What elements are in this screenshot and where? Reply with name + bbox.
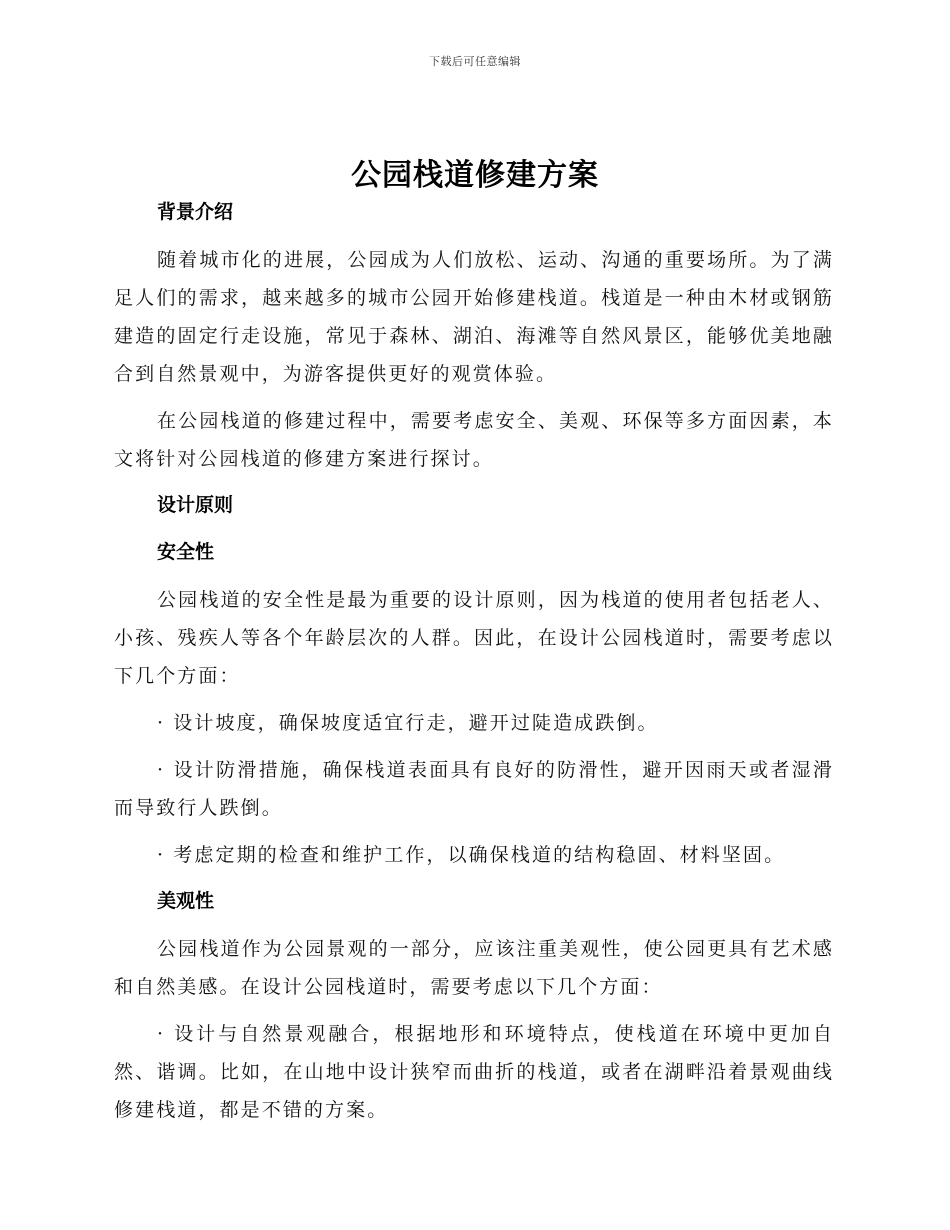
- paragraph: 随着城市化的进展，公园成为人们放松、运动、沟通的重要场所。为了满足人们的需求，越来越多的城市公园开始修建栈道。栈道是一种由木材或钢筋建造的固定行走设施，常见于森林、湖泊、海滩等自然风景区，能够优美地融合到自然景观中，为游客提供更好的观赏体验。: [114, 249, 834, 385]
- bullet-item: · 设计防滑措施，确保栈道表面具有良好的防滑性，避开因雨天或者湿滑而导致行人跌倒。: [114, 759, 834, 819]
- paragraph: 公园栈道作为公园景观的一部分，应该注重美观性，使公园更具有艺术感和自然美感。在设计公园栈道时，需要考虑以下几个方面：: [114, 938, 834, 998]
- section-heading-aesthetics: 美观性: [157, 890, 215, 912]
- section-heading-background: 背景介绍: [157, 201, 234, 223]
- document-body: [114, 194, 834, 1138]
- paragraph: 在公园栈道的修建过程中，需要考虑安全、美观、环保等多方面因素，本文将针对公园栈道的修建方案进行探讨。: [114, 410, 834, 470]
- bullet-item: · 设计坡度，确保坡度适宜行走，避开过陡造成跌倒。: [157, 712, 659, 734]
- document-title: 公园栈道修建方案: [351, 158, 599, 193]
- bullet-item: · 设计与自然景观融合，根据地形和环境特点，使栈道在环境中更加自然、谐调。比如，在山地中设计狭窄而曲折的栈道，或者在湖畔沿着景观曲线修建栈道，都是不错的方案。: [114, 1023, 834, 1121]
- section-heading-design-principles: 设计原则: [157, 494, 234, 516]
- header-note: 下载后可任意编辑: [429, 55, 521, 68]
- bullet-item: · 考虑定期的检查和维护工作，以确保栈道的结构稳固、材料坚固。: [157, 844, 786, 866]
- paragraph: 公园栈道的安全性是最为重要的设计原则，因为栈道的使用者包括老人、小孩、残疾人等各个年龄层次的人群。因此，在设计公园栈道时，需要考虑以下几个方面：: [114, 589, 834, 687]
- section-heading-safety: 安全性: [157, 541, 215, 563]
